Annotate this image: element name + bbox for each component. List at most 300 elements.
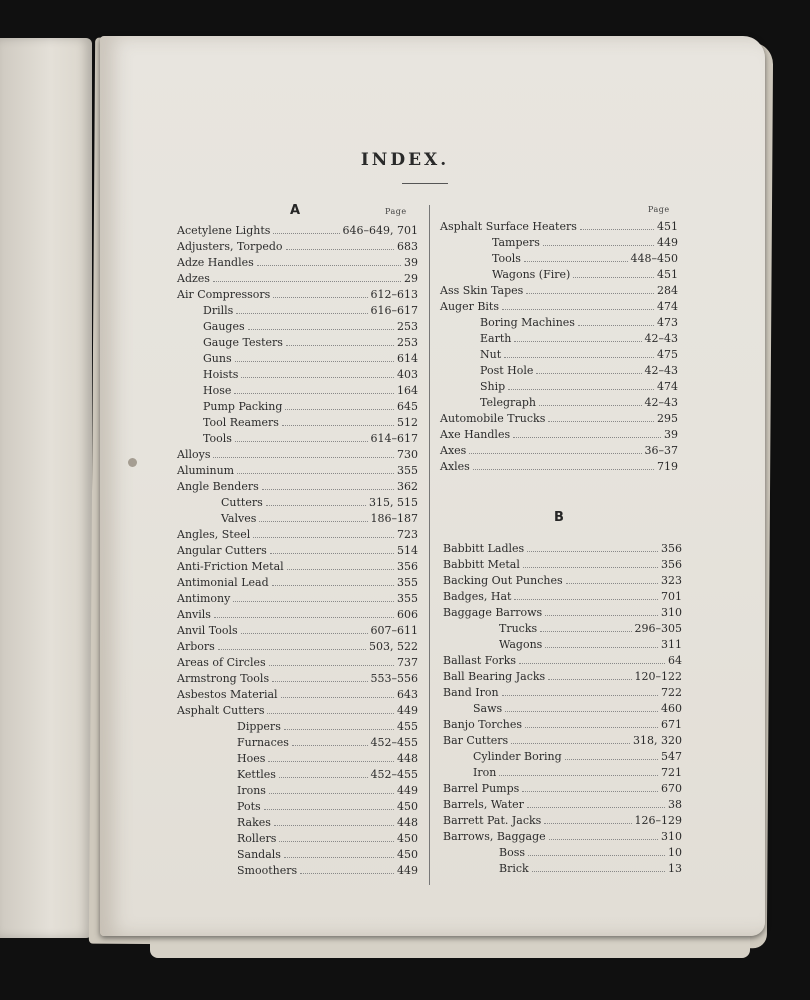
page-title: INDEX. — [360, 150, 450, 170]
left-page-label: Page — [385, 207, 407, 216]
entry-term: Axes — [440, 444, 467, 457]
entry-term: Gauges — [203, 320, 245, 333]
dot-leader — [300, 873, 394, 874]
entry-term: Band Iron — [443, 686, 499, 699]
index-entry — [203, 416, 418, 432]
entry-term: Cylinder Boring — [473, 750, 562, 763]
dot-leader — [285, 409, 394, 410]
entry-page-number: 450 — [397, 832, 418, 845]
entry-term: Babbitt Ladles — [443, 542, 525, 555]
index-entry — [443, 558, 682, 574]
entry-term: Armstrong Tools — [177, 672, 270, 685]
index-entry — [237, 832, 418, 848]
index-entry — [237, 768, 418, 784]
entry-page-number: 64 — [668, 654, 682, 667]
entry-page-number: 670 — [661, 782, 682, 795]
dot-leader — [236, 313, 367, 314]
dot-leader — [279, 777, 368, 778]
entry-term: Barrels, Water — [443, 798, 524, 811]
dot-leader — [272, 681, 367, 682]
dot-leader — [566, 583, 658, 584]
index-entry — [177, 688, 418, 704]
entry-term: Boss — [499, 846, 525, 859]
entry-term: Badges, Hat — [443, 590, 512, 603]
index-entry — [480, 348, 678, 364]
index-entry — [177, 464, 418, 480]
entry-term: Alloys — [177, 448, 211, 461]
index-entry — [177, 672, 418, 688]
index-entry — [177, 656, 418, 672]
entry-page-number: 614 — [397, 352, 418, 365]
entry-page-number: 547 — [661, 750, 682, 763]
entry-term: Kettles — [237, 768, 276, 781]
entry-term: Pump Packing — [203, 400, 283, 413]
index-entry — [440, 412, 678, 428]
entry-page-number: 475 — [657, 348, 678, 361]
dot-leader — [233, 601, 394, 602]
entry-term: Wagons — [499, 638, 543, 651]
index-entry — [443, 606, 682, 622]
index-entry — [440, 300, 678, 316]
dot-leader — [272, 585, 394, 586]
entry-term: Earth — [480, 332, 512, 345]
index-entry — [499, 638, 682, 654]
index-entry — [480, 332, 678, 348]
index-entry — [440, 220, 678, 236]
entry-page-number: 253 — [397, 336, 418, 349]
index-entry — [492, 268, 678, 284]
entry-term: Ballast Forks — [443, 654, 517, 667]
entry-page-number: 315, 515 — [369, 496, 418, 509]
entry-term: Furnaces — [237, 736, 289, 749]
entry-page-number: 683 — [397, 240, 418, 253]
entry-term: Anvils — [177, 608, 211, 621]
index-entry — [443, 654, 682, 670]
right-page-label: Page — [648, 205, 670, 214]
index-entry — [177, 592, 418, 608]
dot-leader — [519, 663, 665, 664]
entry-page-number: 42–43 — [644, 332, 678, 345]
dot-leader — [565, 759, 658, 760]
index-entry — [177, 448, 418, 464]
entry-term: Asbestos Material — [177, 688, 278, 701]
entry-term: Antimony — [177, 592, 231, 605]
section-letter-b: B — [554, 510, 564, 525]
dot-leader — [527, 551, 658, 552]
entry-page-number: 164 — [397, 384, 418, 397]
entry-page-number: 730 — [397, 448, 418, 461]
index-entry — [237, 784, 418, 800]
entry-term: Asphalt Surface Heaters — [440, 220, 577, 233]
entry-term: Baggage Barrows — [443, 606, 543, 619]
dot-leader — [548, 679, 631, 680]
facing-page — [0, 38, 92, 938]
index-entry — [177, 576, 418, 592]
entry-page-number: 455 — [397, 720, 418, 733]
entry-page-number: 460 — [661, 702, 682, 715]
entry-page-number: 356 — [397, 560, 418, 573]
entry-term: Automobile Trucks — [440, 412, 546, 425]
entry-term: Ass Skin Tapes — [440, 284, 524, 297]
title-rule — [402, 183, 448, 184]
index-entry — [440, 444, 678, 460]
entry-page-number: 253 — [397, 320, 418, 333]
entry-page-number: 723 — [397, 528, 418, 541]
entry-term: Air Compressors — [177, 288, 271, 301]
entry-page-number: 310 — [661, 606, 682, 619]
dot-leader — [273, 233, 339, 234]
index-entry — [177, 272, 418, 288]
dot-leader — [241, 633, 368, 634]
entry-page-number: 10 — [668, 846, 682, 859]
dot-leader — [235, 441, 368, 442]
index-entry — [443, 670, 682, 686]
dot-leader — [532, 871, 665, 872]
dot-leader — [528, 855, 665, 856]
entry-page-number: 503, 522 — [369, 640, 418, 653]
index-entry — [473, 750, 682, 766]
entry-page-number: 39 — [664, 428, 678, 441]
entry-term: Wagons (Fire) — [492, 268, 571, 281]
dot-leader — [241, 377, 394, 378]
entry-term: Asphalt Cutters — [177, 704, 265, 717]
dot-leader — [513, 437, 661, 438]
dot-leader — [527, 807, 665, 808]
dot-leader — [545, 615, 658, 616]
entry-page-number: 612–613 — [370, 288, 418, 301]
entry-page-number: 36–37 — [644, 444, 678, 457]
dot-leader — [268, 761, 394, 762]
entry-term: Boring Machines — [480, 316, 575, 329]
index-entry — [443, 718, 682, 734]
entry-term: Acetylene Lights — [177, 224, 271, 237]
entry-term: Anvil Tools — [177, 624, 238, 637]
entry-page-number: 403 — [397, 368, 418, 381]
entry-page-number: 616–617 — [370, 304, 418, 317]
entry-term: Saws — [473, 702, 503, 715]
dot-leader — [286, 249, 394, 250]
entry-page-number: 310 — [661, 830, 682, 843]
dot-leader — [253, 537, 394, 538]
dot-leader — [218, 649, 366, 650]
entry-term: Ship — [480, 380, 506, 393]
dot-leader — [580, 229, 654, 230]
entry-page-number: 451 — [657, 220, 678, 233]
entry-page-number: 514 — [397, 544, 418, 557]
entry-term: Guns — [203, 352, 232, 365]
index-entry — [221, 512, 418, 528]
index-entry — [203, 304, 418, 320]
entry-term: Hoists — [203, 368, 239, 381]
entry-page-number: 42–43 — [644, 364, 678, 377]
entry-term: Brick — [499, 862, 529, 875]
dot-leader — [213, 281, 401, 282]
index-entry — [177, 288, 418, 304]
index-entry — [480, 396, 678, 412]
dot-leader — [578, 325, 654, 326]
index-entry — [237, 752, 418, 768]
dot-leader — [499, 775, 658, 776]
entry-term: Backing Out Punches — [443, 574, 563, 587]
entry-page-number: 29 — [404, 272, 418, 285]
entry-page-number: 295 — [657, 412, 678, 425]
dot-leader — [549, 839, 658, 840]
index-entry — [480, 380, 678, 396]
index-entry — [203, 352, 418, 368]
dot-leader — [267, 713, 394, 714]
entry-page-number: 120–122 — [634, 670, 682, 683]
dot-leader — [502, 695, 658, 696]
entry-term: Banjo Torches — [443, 718, 523, 731]
dot-leader — [514, 599, 658, 600]
dot-leader — [514, 341, 641, 342]
index-entry — [177, 608, 418, 624]
entry-page-number: 448 — [397, 752, 418, 765]
index-entry — [443, 574, 682, 590]
entry-page-number: 448–450 — [630, 252, 678, 265]
dot-leader — [281, 697, 394, 698]
entry-page-number: 42–43 — [644, 396, 678, 409]
entry-page-number: 473 — [657, 316, 678, 329]
dot-leader — [544, 823, 631, 824]
index-entry — [177, 640, 418, 656]
index-entry — [443, 734, 682, 750]
dot-leader — [292, 745, 368, 746]
entry-page-number: 296–305 — [634, 622, 682, 635]
index-entry — [443, 542, 682, 558]
dot-leader — [269, 793, 394, 794]
index-entry — [237, 720, 418, 736]
index-entry — [177, 528, 418, 544]
index-entry — [440, 428, 678, 444]
entry-term: Tools — [203, 432, 232, 445]
dot-leader — [248, 329, 394, 330]
entry-page-number: 719 — [657, 460, 678, 473]
index-entry — [177, 624, 418, 640]
entry-term: Cutters — [221, 496, 263, 509]
entry-term: Arbors — [177, 640, 215, 653]
entry-page-number: 606 — [397, 608, 418, 621]
index-entry — [480, 316, 678, 332]
entry-term: Axles — [440, 460, 470, 473]
index-entry — [443, 590, 682, 606]
dot-leader — [287, 569, 394, 570]
index-entry — [237, 736, 418, 752]
entry-page-number: 186–187 — [370, 512, 418, 525]
column-divider — [429, 205, 430, 885]
entry-page-number: 356 — [661, 558, 682, 571]
entry-term: Iron — [473, 766, 497, 779]
index-entry — [237, 816, 418, 832]
entry-term: Barrel Pumps — [443, 782, 520, 795]
paper-stain — [128, 458, 137, 467]
entry-term: Anti-Friction Metal — [177, 560, 284, 573]
dot-leader — [524, 261, 628, 262]
entry-page-number: 355 — [397, 464, 418, 477]
index-entry — [237, 800, 418, 816]
entry-page-number: 449 — [397, 704, 418, 717]
index-entry — [499, 862, 682, 878]
dot-leader — [286, 345, 394, 346]
entry-page-number: 449 — [397, 864, 418, 877]
entry-term: Tampers — [492, 236, 540, 249]
index-entry — [203, 432, 418, 448]
dot-leader — [257, 265, 401, 266]
index-entry — [203, 384, 418, 400]
dot-leader — [543, 245, 654, 246]
entry-term: Ball Bearing Jacks — [443, 670, 546, 683]
entry-page-number: 452–455 — [370, 768, 418, 781]
entry-page-number: 701 — [661, 590, 682, 603]
entry-page-number: 323 — [661, 574, 682, 587]
dot-leader — [545, 647, 658, 648]
entry-page-number: 311 — [661, 638, 682, 651]
dot-leader — [573, 277, 654, 278]
entry-term: Barrett Pat. Jacks — [443, 814, 542, 827]
entry-term: Irons — [237, 784, 266, 797]
dot-leader — [214, 617, 394, 618]
entry-page-number: 39 — [404, 256, 418, 269]
entry-page-number: 13 — [668, 862, 682, 875]
entry-term: Angular Cutters — [177, 544, 267, 557]
dot-leader — [526, 293, 654, 294]
entry-page-number: 645 — [397, 400, 418, 413]
index-entry — [440, 284, 678, 300]
index-entry — [443, 798, 682, 814]
dot-leader — [523, 567, 658, 568]
entry-page-number: 362 — [397, 480, 418, 493]
entry-term: Drills — [203, 304, 234, 317]
dot-leader — [259, 521, 367, 522]
index-entry — [480, 364, 678, 380]
dot-leader — [273, 297, 367, 298]
dot-leader — [234, 393, 394, 394]
dot-leader — [213, 457, 394, 458]
entry-term: Dippers — [237, 720, 281, 733]
entry-term: Smoothers — [237, 864, 298, 877]
dot-leader — [536, 373, 641, 374]
entry-page-number: 512 — [397, 416, 418, 429]
entry-term: Adze Handles — [177, 256, 254, 269]
entry-page-number: 474 — [657, 300, 678, 313]
entry-term: Axe Handles — [440, 428, 511, 441]
index-entry — [443, 686, 682, 702]
dot-leader — [269, 665, 394, 666]
dot-leader — [511, 743, 630, 744]
entry-page-number: 737 — [397, 656, 418, 669]
index-entry — [177, 560, 418, 576]
entry-term: Bar Cutters — [443, 734, 509, 747]
entry-term: Tool Reamers — [203, 416, 279, 429]
index-entry — [221, 496, 418, 512]
entry-page-number: 449 — [657, 236, 678, 249]
entry-page-number: 474 — [657, 380, 678, 393]
index-entry — [177, 704, 418, 720]
dot-leader — [262, 489, 394, 490]
index-entry — [492, 236, 678, 252]
entry-page-number: 318, 320 — [633, 734, 682, 747]
entry-page-number: 126–129 — [634, 814, 682, 827]
entry-term: Telegraph — [480, 396, 537, 409]
entry-term: Rollers — [237, 832, 277, 845]
index-entry — [203, 320, 418, 336]
entry-page-number: 452–455 — [370, 736, 418, 749]
index-entry — [440, 460, 678, 476]
index-entry — [499, 846, 682, 862]
dot-leader — [505, 711, 658, 712]
dot-leader — [469, 453, 641, 454]
entry-term: Barrows, Baggage — [443, 830, 546, 843]
entry-page-number: 721 — [661, 766, 682, 779]
dot-leader — [540, 631, 631, 632]
index-entry — [177, 544, 418, 560]
index-entry — [203, 368, 418, 384]
dot-leader — [266, 505, 366, 506]
entry-page-number: 607–611 — [370, 624, 418, 637]
entry-term: Hoes — [237, 752, 266, 765]
index-entry — [443, 830, 682, 846]
entry-term: Hose — [203, 384, 232, 397]
entry-page-number: 646–649, 701 — [342, 224, 418, 237]
index-entry — [177, 480, 418, 496]
dot-leader — [270, 553, 394, 554]
dot-leader — [274, 825, 394, 826]
entry-page-number: 355 — [397, 592, 418, 605]
entry-term: Adzes — [177, 272, 210, 285]
dot-leader — [284, 857, 394, 858]
entry-page-number: 643 — [397, 688, 418, 701]
entry-term: Antimonial Lead — [177, 576, 269, 589]
entry-term: Trucks — [499, 622, 538, 635]
index-entry — [499, 622, 682, 638]
entry-page-number: 284 — [657, 284, 678, 297]
entry-page-number: 614–617 — [370, 432, 418, 445]
index-entry — [473, 766, 682, 782]
entry-term: Post Hole — [480, 364, 534, 377]
entry-page-number: 449 — [397, 784, 418, 797]
dot-leader — [502, 309, 654, 310]
dot-leader — [284, 729, 394, 730]
entry-page-number: 38 — [668, 798, 682, 811]
dot-leader — [473, 469, 654, 470]
index-entry — [237, 848, 418, 864]
dot-leader — [235, 361, 394, 362]
dot-leader — [508, 389, 654, 390]
entry-term: Adjusters, Torpedo — [177, 240, 283, 253]
dot-leader — [282, 425, 394, 426]
index-entry — [237, 864, 418, 880]
entry-page-number: 355 — [397, 576, 418, 589]
index-entry — [177, 256, 418, 272]
entry-term: Nut — [480, 348, 502, 361]
entry-page-number: 553–556 — [370, 672, 418, 685]
dot-leader — [504, 357, 654, 358]
index-entry — [492, 252, 678, 268]
entry-page-number: 356 — [661, 542, 682, 555]
dot-leader — [264, 809, 394, 810]
dot-leader — [539, 405, 641, 406]
entry-term: Pots — [237, 800, 261, 813]
dot-leader — [279, 841, 394, 842]
index-entry — [473, 702, 682, 718]
dot-leader — [522, 791, 658, 792]
entry-term: Areas of Circles — [177, 656, 266, 669]
entry-term: Babbitt Metal — [443, 558, 520, 571]
entry-term: Auger Bits — [440, 300, 500, 313]
dot-leader — [548, 421, 654, 422]
entry-page-number: 450 — [397, 848, 418, 861]
entry-page-number: 722 — [661, 686, 682, 699]
